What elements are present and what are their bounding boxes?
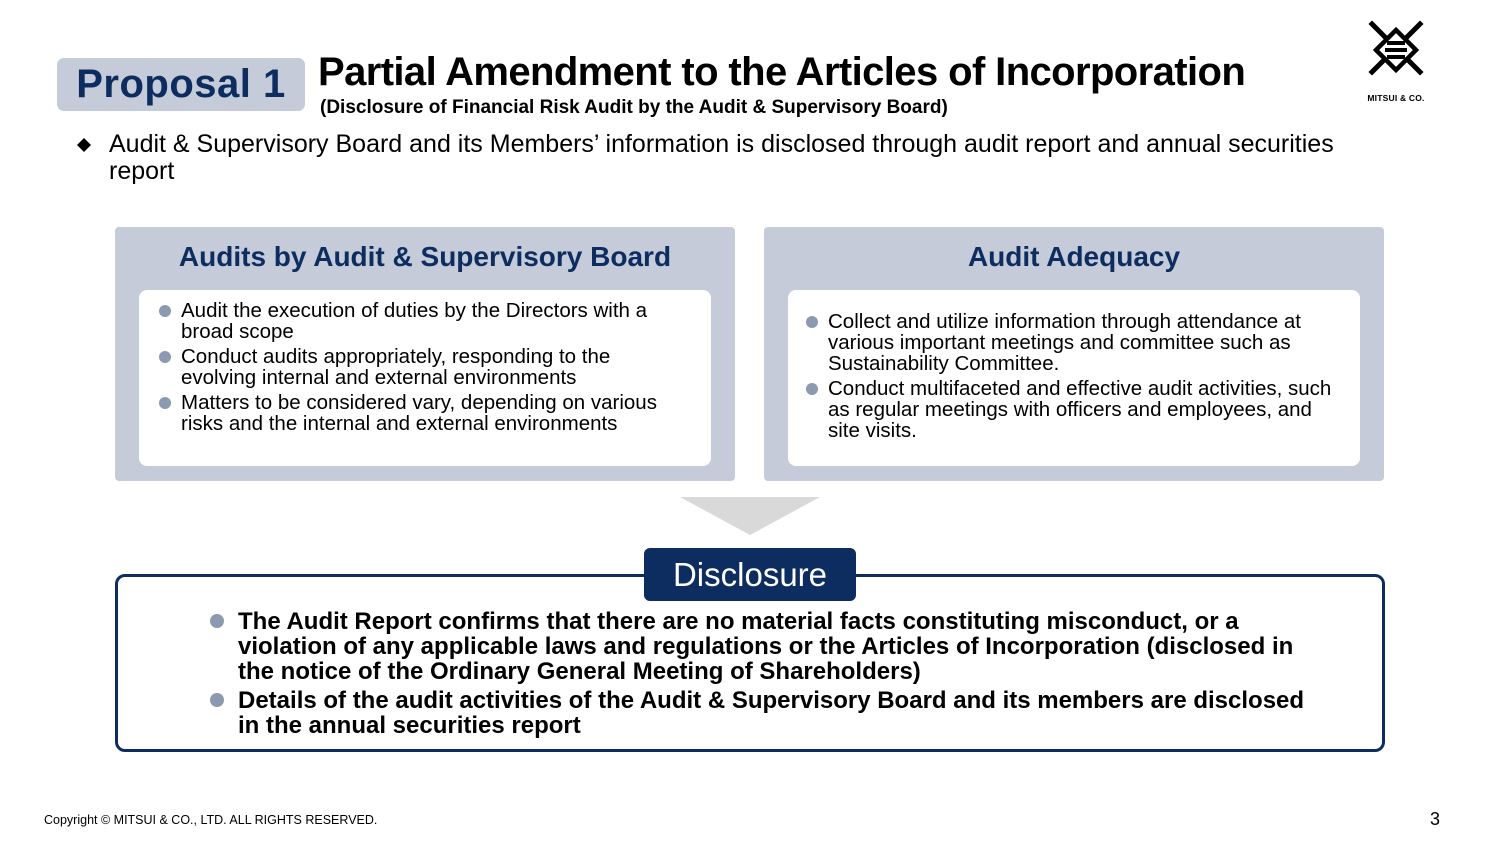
audit-adequacy-content: [788, 290, 1360, 466]
list-item: Conduct multifaceted and effective audit activities, such as regular meetings with officers and employees, and site visits.: [806, 378, 1340, 441]
list-item: Details of the audit activities of the Audit & Supervisory Board and its members are disclosed in the annual securities report: [210, 688, 1320, 738]
page-title: Partial Amendment to the Articles of Incorporation: [318, 50, 1246, 94]
audit-adequacy-panel: [764, 227, 1384, 481]
down-arrow-icon: [680, 497, 820, 537]
audit-adequacy-title: Audit Adequacy: [967, 241, 1181, 272]
list-item: Audit the execution of duties by the Directors with a broad scope: [159, 300, 691, 342]
list-item: Collect and utilize information through attendance at various important meetings and committee such as Sustainability Committee.: [806, 311, 1340, 374]
audits-list: [159, 300, 691, 438]
diamond-bullet-icon: [77, 138, 91, 152]
logo-text: MITSUI & CO.: [1367, 93, 1425, 103]
copyright-text: Copyright © MITSUI & CO., LTD. ALL RIGHTS RESERVED.: [44, 813, 378, 827]
list-item: Conduct audits appropriately, responding to the evolving internal and external environments: [159, 346, 691, 388]
mitsui-logo: [1360, 18, 1432, 104]
page-number: 3: [1430, 809, 1441, 829]
audits-panel-content: [139, 290, 711, 466]
list-item: Matters to be considered vary, depending on various risks and the internal and external environments: [159, 392, 691, 434]
proposal-badge: Proposal 1: [57, 58, 305, 111]
audits-panel-title: Audits by Audit & Supervisory Board: [178, 241, 672, 272]
disclosure-list: [210, 609, 1320, 738]
audit-adequacy-list: [806, 311, 1340, 445]
page-subtitle: (Disclosure of Financial Risk Audit by the Audit & Supervisory Board): [320, 97, 948, 118]
mitsui-logo-icon: [1360, 18, 1432, 90]
audits-panel: [115, 227, 735, 481]
intro-text: Audit & Supervisory Board and its Members’ information is disclosed through audit report and annual securities report: [109, 130, 1334, 185]
disclosure-label: Disclosure: [644, 548, 856, 601]
intro-bullet: [74, 131, 1374, 185]
disclosure-content: [210, 609, 1320, 742]
list-item: The Audit Report confirms that there are no material facts constituting misconduct, or a violation of any applicable laws and regulations or the Articles of Incorporation (disclosed in the notice of the Ordinary General Meeting of Shareholders): [210, 609, 1320, 684]
